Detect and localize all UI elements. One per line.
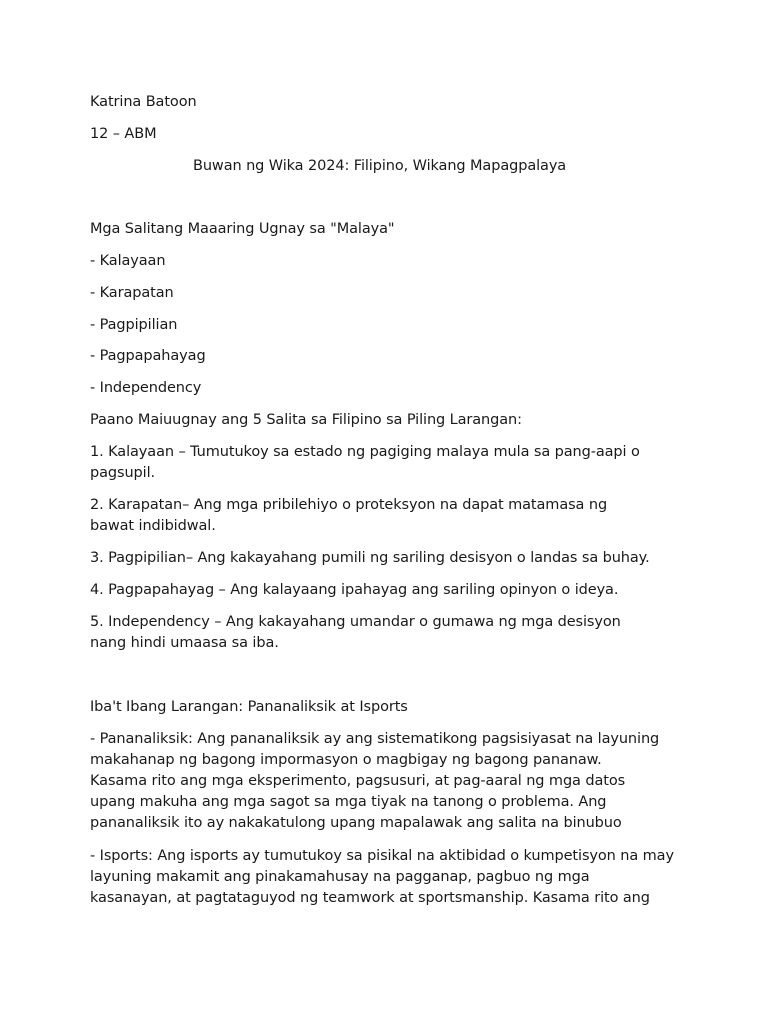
words-heading: Mga Salitang Maaaring Ugnay sa "Malaya": [90, 221, 395, 237]
connection-item: [90, 548, 690, 569]
research-line: Kasama rito ang mga eksperimento, pagsusuri, at pag-aaral ng mga datos: [90, 773, 626, 789]
word-item: - Pagpipilian: [90, 317, 178, 333]
connection-line: nang hindi umaasa sa iba.: [90, 635, 279, 651]
connection-line: 5. Independency – Ang kakayahang umandar o gumawa ng mga desisyon: [90, 614, 621, 630]
connection-line: 4. Pagpapahayag – Ang kalayaang ipahayag ang sariling opinyon o ideya.: [90, 582, 619, 598]
research-paragraph: [90, 729, 690, 834]
document-title: Buwan ng Wika 2024: Filipino, Wikang Mapagpalaya: [193, 158, 567, 174]
word-item: - Kalayaan: [90, 253, 166, 269]
sports-line: - Isports: Ang isports ay tumutukoy sa pisikal na aktibidad o kumpetisyon na may: [90, 848, 674, 864]
research-line: - Pananaliksik: Ang pananaliksik ay ang sistematikong pagsisiyasat na layuning: [90, 731, 660, 747]
word-item: - Pagpapahayag: [90, 348, 206, 364]
research-line: pananaliksik ito ay nakakatulong upang mapalawak ang salita na binubuo: [90, 815, 622, 831]
word-item: - Independency: [90, 380, 202, 396]
sports-line: kasanayan, at pagtataguyod ng teamwork at sportsmanship. Kasama rito ang: [90, 890, 650, 906]
connection-line: 1. Kalayaan – Tumutukoy sa estado ng pagiging malaya mula sa pang-aapi o: [90, 444, 640, 460]
fields-heading: Iba't Ibang Larangan: Pananaliksik at Isports: [90, 699, 408, 715]
connection-item: [90, 612, 690, 654]
author-name: Katrina Batoon: [90, 94, 197, 110]
sports-line: layuning makamit ang pinakamahusay na pagganap, pagbuo ng mga: [90, 869, 590, 885]
research-line: upang makuha ang mga sagot sa mga tiyak na tanong o problema. Ang: [90, 794, 607, 810]
connections-heading: Paano Maiuugnay ang 5 Salita sa Filipino sa Piling Larangan:: [90, 412, 522, 428]
word-item: - Karapatan: [90, 285, 174, 301]
connection-line: pagsupil.: [90, 465, 156, 481]
connection-line: 2. Karapatan– Ang mga pribilehiyo o proteksyon na dapat matamasa ng: [90, 497, 608, 513]
research-line: makahanap ng bagong impormasyon o magbigay ng bagong pananaw.: [90, 752, 602, 768]
connection-line: bawat indibidwal.: [90, 518, 216, 534]
grade-section: 12 – ABM: [90, 126, 157, 142]
connection-line: 3. Pagpipilian– Ang kakayahang pumili ng sariling desisyon o landas sa buhay.: [90, 550, 650, 566]
connection-item: [90, 580, 690, 601]
connection-item: [90, 442, 690, 484]
sports-paragraph: [90, 846, 690, 909]
connection-item: [90, 495, 690, 537]
